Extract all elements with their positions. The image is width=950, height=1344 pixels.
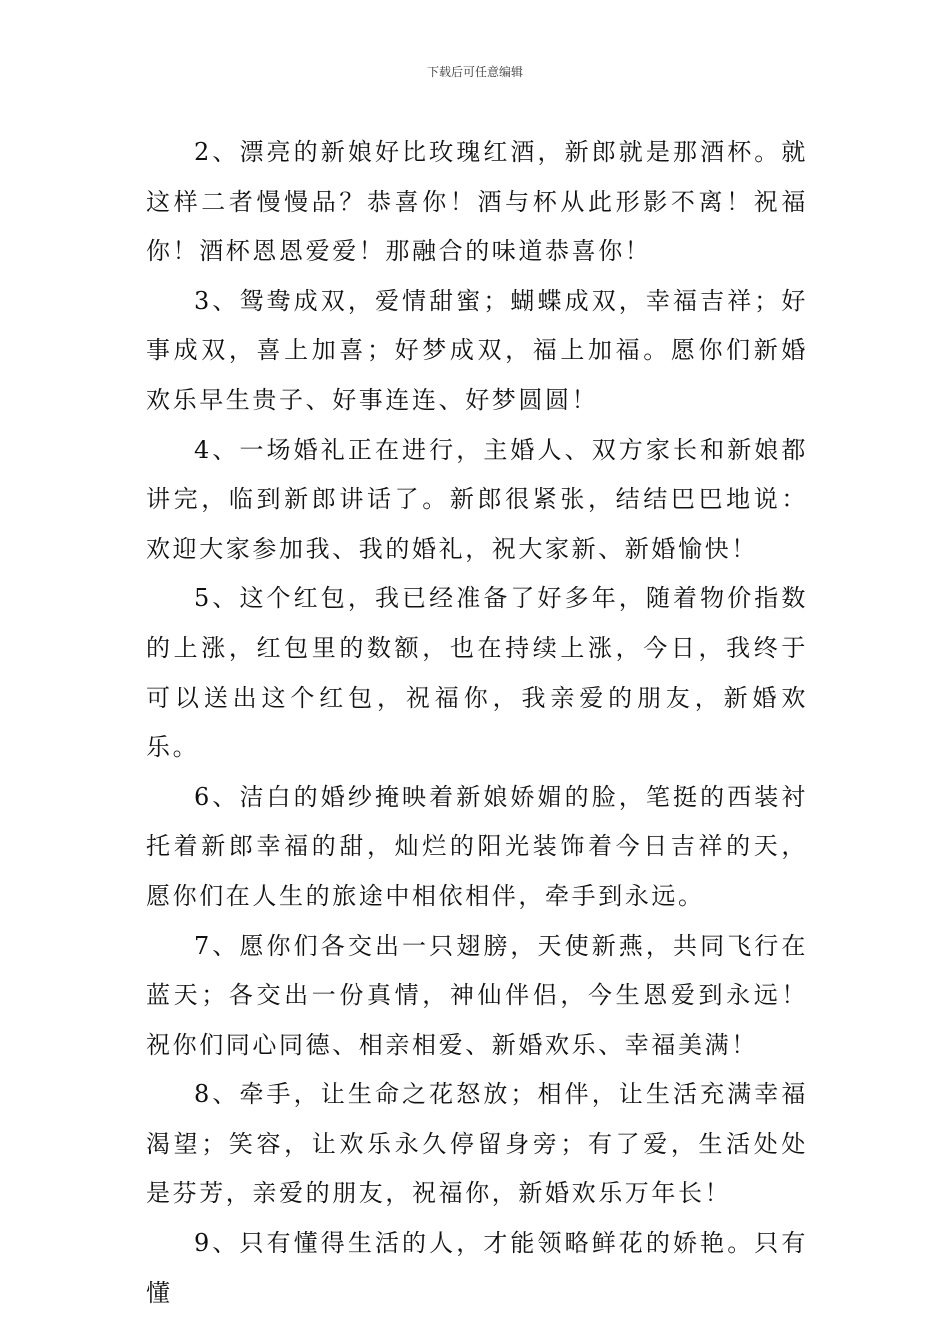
- paragraph-3: 3、鸳鸯成双，爱情甜蜜；蝴蝶成双，幸福吉祥；好事成双，喜上加喜；好梦成双，福上加福。愿你们新婚欢乐早生贵子、好事连连、好梦圆圆！: [146, 286, 808, 414]
- paragraph-2: 2、漂亮的新娘好比玫瑰红酒，新郎就是那酒杯。就这样二者慢慢品？恭喜你！酒与杯从此形影不离！祝福你！酒杯恩恩爱爱！那融合的味道恭喜你！: [146, 138, 808, 266]
- paragraph-7: 7、愿你们各交出一只翅膀，天使新燕，共同飞行在蓝天；各交出一份真情，神仙伴侣，今生恩爱到永远！祝你们同心同德、相亲相爱、新婚欢乐、幸福美满！: [146, 931, 808, 1059]
- paragraph-5: 5、这个红包，我已经准备了好多年，随着物价指数的上涨，红包里的数额，也在持续上涨，今日，我终于可以送出这个红包，祝福你，我亲爱的朋友，新婚欢乐。: [146, 584, 808, 762]
- paragraph-4: 4、一场婚礼正在进行，主婚人、双方家长和新娘都讲完，临到新郎讲话了。新郎很紧张，结结巴巴地说：欢迎大家参加我、我的婚礼，祝大家新、新婚愉快！: [146, 435, 808, 563]
- paragraph-6: 6、洁白的婚纱掩映着新娘娇媚的脸，笔挺的西装衬托着新郎幸福的甜，灿烂的阳光装饰着今日吉祥的天，愿你们在人生的旅途中相依相伴，牵手到永远。: [146, 782, 808, 910]
- page-header-note: 下载后可任意编辑: [426, 65, 523, 79]
- paragraph-9: 9、只有懂得生活的人，才能领略鲜花的娇艳。只有懂: [146, 1229, 808, 1307]
- paragraph-8: 8、牵手，让生命之花怒放；相伴，让生活充满幸福渴望；笑容，让欢乐永久停留身旁；有了爱，生活处处是芬芳，亲爱的朋友，祝福你，新婚欢乐万年长！: [146, 1080, 808, 1208]
- document-body: [146, 128, 808, 1318]
